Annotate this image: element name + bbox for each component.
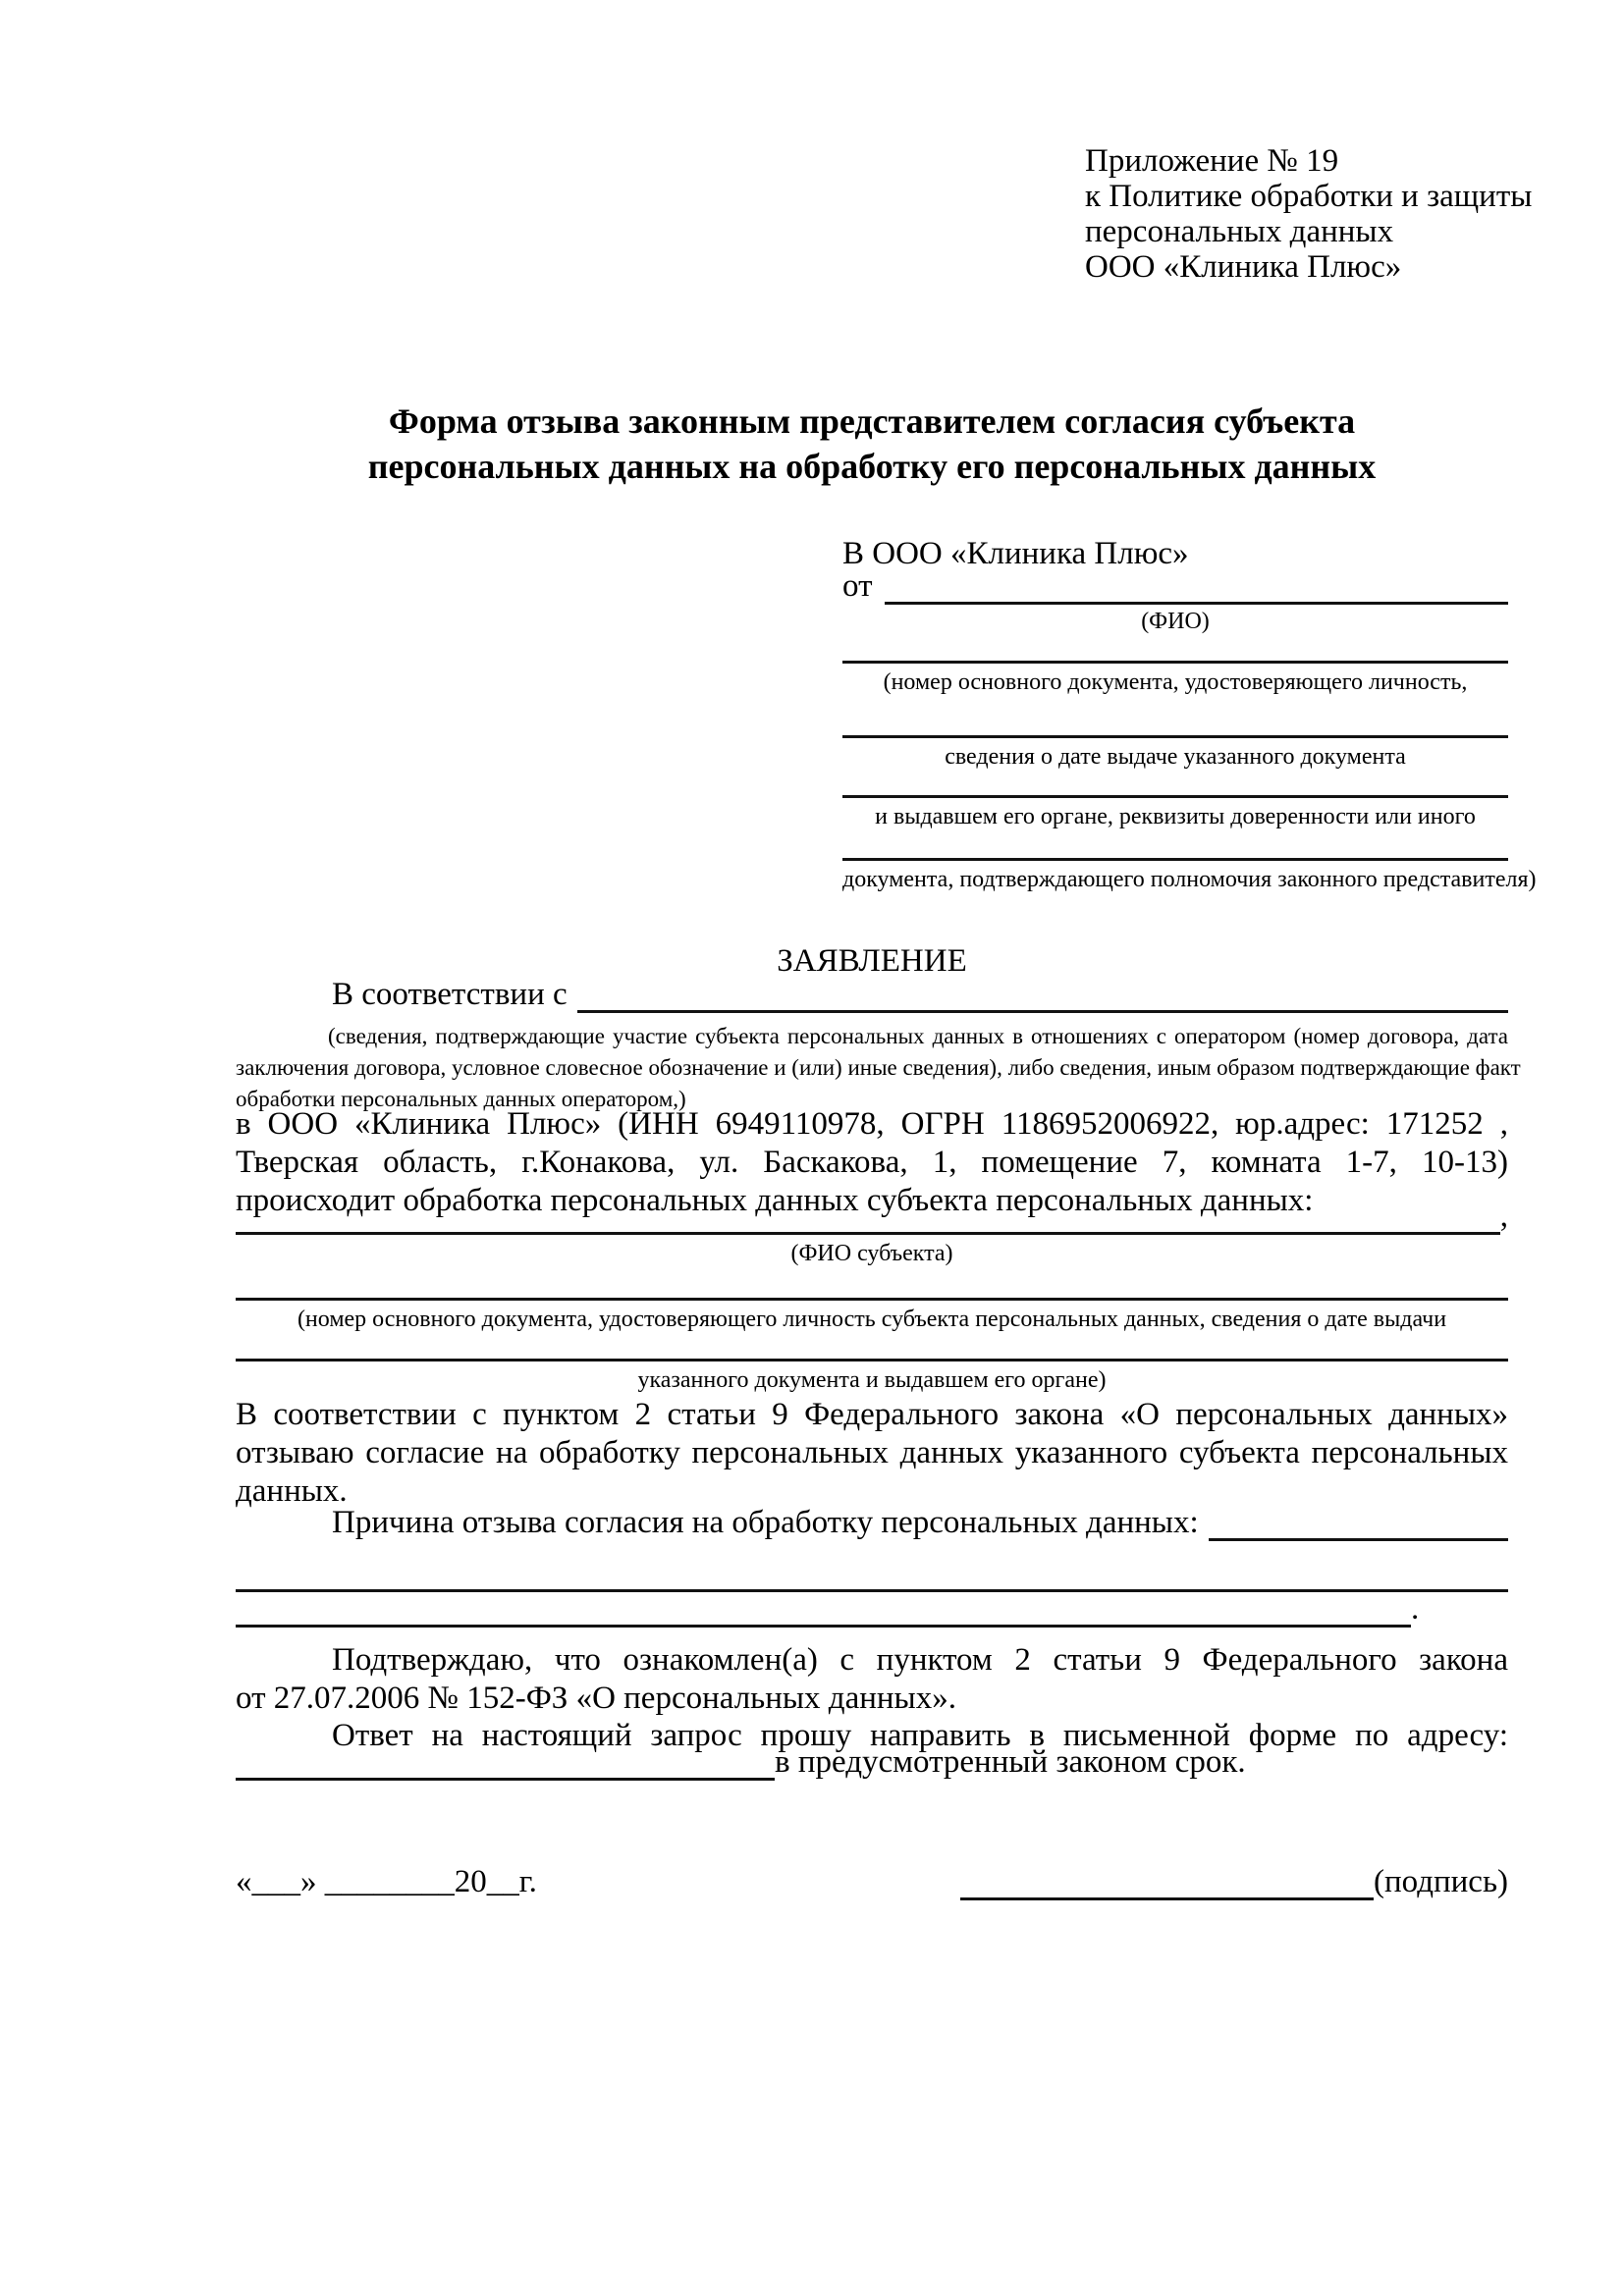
withdrawal-paragraph-line: В соответствии с пунктом 2 статьи 9 Федерального закона «О персональных данных» [236,1397,1508,1432]
appendix-note-line: Приложение № 19 [1085,143,1339,179]
representative-name-blank [885,567,1509,605]
date-signature-row [236,1863,1508,1900]
confirm-paragraph-line: от 27.07.2006 № 152-ФЗ «О персональных данных». [236,1681,956,1716]
subject-doc-caption-1: (номер основного документа, удостоверяющего личность субъекта персональных данных, сведения о дате выдачи [297,1307,1447,1332]
appendix-note-line: к Политике обработки и защиты [1085,179,1533,214]
date-blank: «___» ________20__г. [236,1864,537,1899]
footnote-line: (сведения, подтверждающие участие субъекта персональных данных в отношениях с оператором (номер договора, дата [328,1024,1508,1048]
doc-caption-2: сведения о дате выдаче указанного документа [945,744,1406,770]
operator-paragraph-line: происходит обработка персональных данных субъекта персональных данных: [236,1183,1314,1218]
subject-name-blank [236,1198,1500,1235]
representative-doc-blank-1 [842,630,1508,664]
footnote-line: обработки персональных данных оператором,) [236,1087,686,1111]
representative-doc-blank-3 [842,765,1508,798]
reason-blank-line-3 [236,1591,1508,1628]
from-row [842,568,1508,605]
operator-paragraph-line: Тверская область, г.Конакова, ул. Баскакова, 1, помещение 7, комната 1-7, 10-13) [236,1145,1508,1180]
signature-caption: (подпись) [1374,1864,1508,1899]
form-title-line: Форма отзыва законным представителем согласия субъекта [388,401,1356,441]
subject-doc-caption-2: указанного документа и выдавшем его органе) [637,1367,1107,1393]
reply-tail: в предусмотренный законом срок. [775,1744,1246,1780]
operator-paragraph-line: в ООО «Клиника Плюс» (ИНН 6949110978, ОГРН 1186952006922, юр.адрес: 171252 , [236,1106,1508,1142]
reason-blank [1209,1504,1508,1541]
withdrawal-paragraph-line: отзываю согласие на обработку персональных данных указанного субъекта персональных [236,1435,1508,1470]
signature-group [960,1863,1508,1900]
form-title-line: персональных данных на обработку его персональных данных [367,447,1377,486]
signature-blank [960,1863,1374,1900]
reason-period: . [1411,1591,1420,1627]
footnote-line: заключения договора, условное словесное обозначение и (или) иные сведения), либо сведения, иным образом подтверждающие факт [236,1055,1521,1080]
subject-doc-blank-1 [236,1267,1508,1301]
appendix-note-line: ООО «Клиника Плюс» [1085,249,1402,285]
addressee-organization: В ООО «Клиника Плюс» [842,536,1189,571]
doc-caption-3: и выдавшем его органе, реквизиты доверенности или иного [875,804,1476,829]
doc-caption-4: документа, подтверждающего полномочия законного представителя) [842,867,1537,892]
representative-doc-blank-2 [842,705,1508,738]
reason-blank-line-2 [236,1559,1508,1592]
subject-name-comma: , [1499,1199,1508,1234]
reply-request-line: Ответ на настоящий запрос прошу направить в письменной форме по адресу: [332,1718,1508,1753]
intro-row [236,977,1508,1013]
subject-doc-blank-2 [236,1328,1508,1362]
fio-caption: (ФИО) [1141,609,1210,634]
footnote [236,1021,1521,1115]
reply-address-blank [236,1743,775,1781]
intro-label: В соответствии с [332,977,568,1012]
confirm-paragraph [236,1641,1508,1718]
doc-caption-1: (номер основного документа, удостоверяющего личность, [883,669,1468,695]
subject-fio-caption: (ФИО субъекта) [790,1241,953,1266]
basis-blank [577,976,1508,1013]
reason-row [236,1505,1508,1541]
appendix-note-line: персональных данных [1085,214,1394,249]
reason-label: Причина отзыва согласия на обработку персональных данных: [332,1505,1199,1540]
confirm-paragraph-line: Подтверждаю, что ознакомлен(а) с пунктом 2 статьи 9 Федерального закона [332,1642,1508,1678]
representative-doc-blank-4 [842,828,1508,861]
from-label: от [842,568,873,604]
form-title [236,399,1508,489]
statement-heading: ЗАЯВЛЕНИЕ [777,943,967,979]
appendix-note [1085,143,1532,285]
withdrawal-paragraph [236,1396,1508,1511]
withdrawal-paragraph-line: данных. [236,1473,348,1509]
reason-blank-3 [236,1590,1411,1628]
reply-address-row [236,1744,1508,1781]
